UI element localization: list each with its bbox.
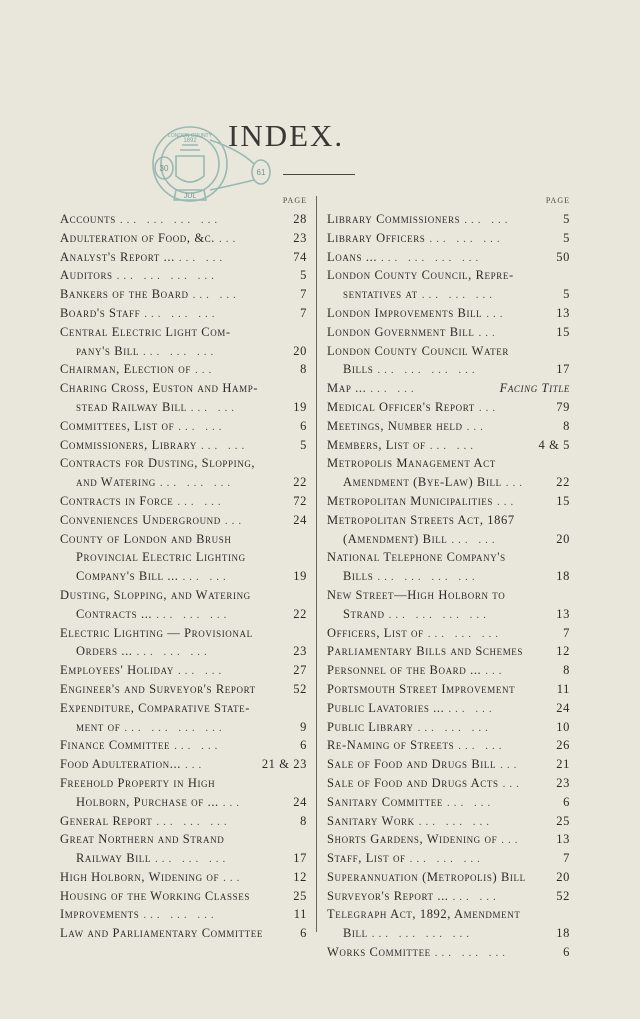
entry-leaders: ... ... ... [429, 232, 504, 245]
index-entry [60, 718, 307, 737]
index-entry [327, 436, 570, 455]
entry-label: Employees' Holiday [60, 663, 175, 678]
index-entry [327, 905, 570, 924]
entry-leaders: ... [219, 232, 240, 245]
entry-label: Conveniences Underground [60, 512, 221, 527]
index-entry [60, 755, 307, 774]
entry-label: Accounts [60, 212, 116, 226]
entry-page: 74 [293, 249, 307, 264]
entry-leaders: ... ... [182, 571, 230, 584]
entry-label: London County Council Water [327, 343, 509, 358]
entry-page: 25 [293, 888, 307, 903]
entry-label: Food Adulteration... [60, 757, 181, 772]
index-entry [327, 830, 570, 849]
entry-page: 8 [563, 418, 570, 433]
entry-leaders: ... ... [178, 420, 226, 433]
entry-page: 9 [300, 719, 307, 734]
entry-label: Freehold Property in High [60, 775, 216, 790]
entry-label: Provincial Electric Lighting [76, 550, 246, 565]
entry-label: Orders ... [76, 644, 133, 659]
entry-page: 24 [556, 700, 570, 715]
index-entry [60, 624, 307, 643]
entry-page: 19 [293, 569, 307, 584]
index-entry [60, 793, 307, 812]
index-entry [60, 511, 307, 530]
page-title: INDEX. [228, 118, 345, 153]
index-entry [327, 567, 570, 586]
index-entry [60, 454, 307, 473]
entry-page: 7 [563, 625, 570, 640]
entry-label: Dusting, Slopping, and Watering [60, 587, 251, 602]
entry-page: 20 [556, 531, 570, 546]
index-entry [60, 229, 307, 248]
entry-leaders: ... ... ... ... [124, 721, 226, 734]
entry-page: 23 [293, 230, 307, 245]
entry-label: sentatives at [343, 287, 418, 302]
entry-label: Portsmouth Street Improvement [327, 681, 516, 696]
entry-label: Bankers of the Board [60, 287, 189, 302]
entry-label: New Street—High Holborn to [327, 587, 506, 602]
index-entry [327, 548, 570, 567]
entry-label: Board's Staff [60, 305, 141, 320]
entry-leaders: ... [502, 777, 523, 790]
entry-label: ment of [76, 719, 121, 734]
entry-label: Shorts Gardens, Widening of [327, 832, 498, 847]
entry-leaders: ... ... ... ... [371, 928, 473, 941]
index-entry [327, 680, 570, 699]
entry-label: Commissioners, Library [60, 437, 197, 452]
entry-label: Law and Parliamentary Committee [60, 926, 263, 941]
entry-label: Bills [343, 362, 374, 377]
stamp-year: 1892 [183, 138, 197, 144]
index-entry [60, 530, 307, 549]
entry-leaders: ... ... [370, 383, 418, 396]
entry-label: Works Committee [327, 945, 431, 960]
entry-label: Library Commissioners [327, 212, 461, 226]
index-entry [327, 473, 570, 492]
index-entry [327, 924, 570, 943]
entry-label: Chairman, Election of [60, 362, 191, 377]
entry-leaders: ... [486, 307, 507, 320]
entry-label: Holborn, Purchase of ... [76, 794, 219, 809]
entry-label: Telegraph Act, 1892, Amendment [327, 907, 521, 922]
index-entry [60, 605, 307, 624]
index-entry [327, 248, 570, 267]
entry-leaders: ... [478, 326, 499, 339]
entry-label: Meetings, Number held [327, 418, 463, 433]
entry-label: Central Electric Light Com- [60, 324, 231, 339]
entry-label: Expenditure, Comparative State- [60, 700, 251, 715]
index-entry [60, 887, 307, 906]
entry-leaders: ... ... ... [144, 307, 219, 320]
entry-leaders: ... ... ... [136, 646, 211, 659]
entry-page: 24 [293, 512, 307, 527]
entry-page: 5 [300, 268, 307, 283]
entry-label: Contracts ... [76, 606, 153, 621]
entry-label: Parliamentary Bills and Schemes [327, 644, 523, 659]
entry-page: 22 [293, 475, 307, 490]
entry-label: Metropolis Management Act [327, 456, 496, 471]
index-entry [327, 849, 570, 868]
entry-label: Medical Officer's Report [327, 399, 475, 414]
entry-page: 5 [563, 287, 570, 302]
entry-leaders: ... ... ... [417, 721, 492, 734]
entry-page: 18 [556, 926, 570, 941]
index-entry [327, 398, 570, 417]
entry-page: 24 [293, 794, 307, 809]
entry-leaders: ... ... ... [427, 627, 503, 640]
index-entry [60, 661, 307, 680]
left-index-column [60, 196, 307, 943]
entry-label: and Watering [76, 475, 156, 490]
index-entry [327, 285, 570, 304]
entry-leaders: ... ... ... [418, 815, 493, 828]
entry-page: 13 [556, 305, 570, 320]
entry-page: 6 [300, 738, 307, 753]
entry-label: Contracts for Dusting, Slopping, [60, 456, 256, 471]
entry-leaders: ... [500, 759, 521, 772]
index-entry [60, 680, 307, 699]
index-entry [327, 586, 570, 605]
entry-leaders: ... ... [458, 740, 506, 753]
index-entry [60, 548, 307, 567]
entry-leaders: ... ... ... [434, 947, 510, 960]
entry-leaders: ... [497, 495, 518, 508]
index-entry [327, 624, 570, 643]
index-entry [60, 868, 307, 887]
entry-leaders: ... ... [452, 890, 500, 903]
entry-page: 23 [293, 644, 307, 659]
entry-label: Library Officers [327, 230, 426, 245]
entry-page: 7 [300, 287, 307, 302]
entry-leaders: ... ... [200, 439, 249, 452]
entry-leaders: ... ... [190, 401, 238, 414]
entry-page: 12 [556, 644, 570, 659]
left-page-heading: PAGE [282, 196, 307, 205]
entry-label: Housing of the Working Classes [60, 888, 250, 903]
entry-label: Strand [343, 606, 385, 621]
entry-leaders: ... ... [429, 439, 477, 452]
entry-leaders: ... ... ... ... [388, 608, 490, 621]
stamp-top-text: LONDON COUNTY [168, 133, 212, 139]
entry-page: 17 [293, 851, 307, 866]
entry-label: Sale of Food and Drugs Bill [327, 757, 497, 772]
index-entry [327, 530, 570, 549]
index-entry [60, 398, 307, 417]
entry-page: 20 [556, 869, 570, 884]
index-entry [327, 699, 570, 718]
entry-label: Superannuation (Metropolis) Bill [327, 869, 526, 884]
index-entry [60, 342, 307, 361]
index-entry [60, 304, 307, 323]
entry-label: Staff, List of [327, 851, 406, 866]
index-entry [60, 492, 307, 511]
entry-page: 18 [556, 569, 570, 584]
index-entry [327, 736, 570, 755]
index-entry [327, 887, 570, 906]
entry-page: 15 [556, 493, 570, 508]
index-entry [60, 774, 307, 793]
index-entry [327, 360, 570, 379]
index-entry [60, 699, 307, 718]
entry-page: 20 [293, 343, 307, 358]
entry-label: stead Railway Bill [76, 399, 187, 414]
index-entry [327, 323, 570, 342]
entry-page: 11 [556, 681, 570, 696]
index-entry [327, 774, 570, 793]
entry-leaders: ... [478, 401, 500, 414]
entry-leaders: ... ... ... ... [377, 364, 479, 377]
entry-page: 5 [563, 230, 570, 245]
title-rule [283, 174, 355, 175]
entry-label: Surveyor's Report ... [327, 888, 449, 903]
entry-leaders: ... ... ... [409, 853, 484, 866]
entry-label: Improvements [60, 907, 140, 922]
entry-label: Charing Cross, Euston and Hamp- [60, 381, 259, 396]
entry-page: 22 [556, 475, 570, 490]
entry-page: 8 [563, 663, 570, 678]
entry-label: Electric Lighting — Provisional [60, 625, 253, 640]
entry-label: Finance Committee [60, 738, 171, 753]
entry-leaders: ... [505, 477, 526, 490]
entry-page: 4 & 5 [538, 437, 570, 452]
entry-label: High Holborn, Widening of [60, 869, 220, 884]
entry-leaders: ... ... ... ... [116, 270, 218, 283]
index-entry [327, 605, 570, 624]
entry-page: 6 [563, 794, 570, 809]
entry-page: 5 [563, 212, 570, 226]
entry-label: Metropolitan Municipalities [327, 493, 493, 508]
entry-page: 50 [556, 249, 570, 264]
entry-leaders: ... ... ... [159, 477, 235, 490]
entry-leaders: ... ... [192, 289, 240, 302]
index-entry [327, 417, 570, 436]
index-entry [327, 379, 570, 398]
index-entry [327, 868, 570, 887]
index-entry [327, 304, 570, 323]
entry-page: 72 [293, 493, 307, 508]
index-entry [60, 642, 307, 661]
entry-leaders: ... ... ... [155, 853, 230, 866]
index-entry [327, 492, 570, 511]
entry-page: 6 [300, 418, 307, 433]
entry-leaders: ... ... [178, 251, 227, 264]
entry-page: 8 [300, 813, 307, 828]
entry-leaders: ... [485, 665, 506, 678]
entry-label: Public Library [327, 719, 414, 734]
entry-label: Amendment (Bye-Law) Bill [343, 475, 502, 490]
entry-leaders: ... ... ... [143, 345, 218, 358]
entry-label: Bill [343, 926, 368, 941]
entry-leaders: ... ... [446, 796, 495, 809]
index-entry [60, 849, 307, 868]
entry-page: 52 [293, 681, 307, 696]
stamp-month: JUL [183, 193, 197, 200]
index-entry [60, 586, 307, 605]
entry-leaders: ... [184, 759, 206, 772]
entry-page: 13 [556, 606, 570, 621]
entry-label: Sanitary Committee [327, 794, 443, 809]
index-entry [60, 473, 307, 492]
stamp-date-left: 30 [159, 164, 169, 173]
entry-label: Analyst's Report ... [60, 249, 175, 264]
entry-leaders: ... [194, 364, 216, 377]
entry-label: pany's Bill [76, 343, 139, 358]
entry-leaders: ... ... [464, 214, 512, 226]
entry-page: 6 [563, 945, 570, 960]
entry-leaders: ... ... ... ... [119, 214, 222, 226]
entry-label: Officers, List of [327, 625, 424, 640]
entry-label: Engineer's and Surveyor's Report [60, 681, 256, 696]
entry-leaders: ... [501, 834, 522, 847]
index-entry [327, 454, 570, 473]
index-entry [327, 642, 570, 661]
entry-label: Metropolitan Streets Act, 1867 [327, 512, 515, 527]
index-entry [60, 210, 307, 229]
entry-page: 26 [556, 738, 570, 753]
entry-page: 79 [556, 399, 570, 414]
entry-page: 11 [293, 907, 307, 922]
entry-page: 28 [293, 212, 307, 226]
index-entry [60, 567, 307, 586]
entry-leaders: ... ... ... [143, 909, 218, 922]
entry-label: Personnel of the Board ... [327, 663, 482, 678]
stamp-date-right: 61 [256, 168, 266, 177]
entry-leaders: ... ... [451, 533, 499, 546]
index-entry [60, 436, 307, 455]
index-entry [327, 755, 570, 774]
entry-page: 12 [293, 869, 307, 884]
index-entry [60, 812, 307, 831]
index-entry [60, 360, 307, 379]
entry-label: Map ... [327, 381, 367, 396]
entry-label: General Report [60, 813, 153, 828]
entry-leaders: ... ... [178, 665, 226, 678]
entry-leaders: ... ... [448, 702, 496, 715]
entry-page: 25 [556, 813, 570, 828]
entry-label: Adulteration of Food, &c. [60, 230, 215, 245]
entry-leaders: ... [223, 871, 244, 884]
entry-leaders: ... [466, 420, 487, 433]
entry-label: Bills [343, 569, 374, 584]
entry-label: Sale of Food and Drugs Acts [327, 775, 499, 790]
index-entry [327, 661, 570, 680]
index-entry [60, 736, 307, 755]
index-entry [60, 248, 307, 267]
entry-label: National Telephone Company's [327, 550, 506, 565]
index-entry [60, 323, 307, 342]
right-page-heading: PAGE [545, 196, 570, 205]
entry-label: (Amendment) Bill [343, 531, 448, 546]
entry-label: Public Lavatories ... [327, 700, 445, 715]
index-entry [327, 342, 570, 361]
index-entry [60, 830, 307, 849]
index-entry [327, 812, 570, 831]
entry-page: 52 [556, 888, 570, 903]
entry-page: 7 [563, 851, 570, 866]
entry-page: Facing Title [499, 381, 570, 396]
index-entry [60, 266, 307, 285]
entry-label: Committees, List of [60, 418, 175, 433]
entry-leaders: ... ... ... [156, 608, 231, 621]
entry-label: London Government Bill [327, 324, 475, 339]
entry-label: Contracts in Force [60, 493, 174, 508]
index-entry [60, 285, 307, 304]
entry-page: 15 [556, 324, 570, 339]
entry-label: London Improvements Bill [327, 305, 483, 320]
entry-label: Railway Bill [76, 851, 151, 866]
entry-page: 6 [300, 926, 307, 941]
entry-label: Great Northern and Strand [60, 832, 225, 847]
entry-page: 10 [556, 719, 570, 734]
entry-page: 7 [300, 305, 307, 320]
column-divider [316, 196, 317, 932]
entry-label: Sanitary Work [327, 813, 415, 828]
entry-page: 5 [300, 437, 307, 452]
entry-label: Members, List of [327, 437, 426, 452]
entry-page: 13 [556, 832, 570, 847]
entry-label: County of London and Brush [60, 531, 232, 546]
index-entry [60, 379, 307, 398]
left-entry-list [60, 210, 307, 943]
index-entry [60, 924, 307, 943]
right-entry-list [327, 210, 570, 962]
entry-leaders: ... [224, 514, 246, 527]
entry-leaders: ... ... [174, 740, 222, 753]
index-entry [327, 229, 570, 248]
entry-page: 22 [293, 606, 307, 621]
entry-leaders: ... ... [177, 495, 225, 508]
entry-page: 21 & 23 [261, 757, 307, 772]
entry-page: 21 [556, 757, 570, 772]
entry-page: 27 [293, 663, 307, 678]
entry-leaders: ... ... ... ... [377, 571, 479, 584]
entry-label: Auditors [60, 268, 113, 283]
entry-page: 8 [300, 362, 307, 377]
index-entry [60, 905, 307, 924]
entry-page: 17 [556, 362, 570, 377]
index-entry [327, 210, 570, 229]
entry-leaders: ... ... ... ... [381, 251, 483, 264]
index-entry [327, 943, 570, 962]
index-entry [327, 718, 570, 737]
index-entry [327, 793, 570, 812]
entry-leaders: ... [222, 796, 244, 809]
index-entry [60, 417, 307, 436]
entry-leaders: ... ... ... [156, 815, 231, 828]
entry-page: 19 [293, 399, 307, 414]
right-index-column [327, 196, 570, 962]
entry-label: Company's Bill ... [76, 569, 179, 584]
entry-label: Loans ... [327, 249, 378, 264]
entry-page: 23 [556, 775, 570, 790]
entry-leaders: ... ... ... [421, 289, 496, 302]
index-entry [327, 511, 570, 530]
index-entry [327, 266, 570, 285]
entry-label: Re-Naming of Streets [327, 738, 455, 753]
entry-label: London County Council, Repre- [327, 268, 514, 283]
